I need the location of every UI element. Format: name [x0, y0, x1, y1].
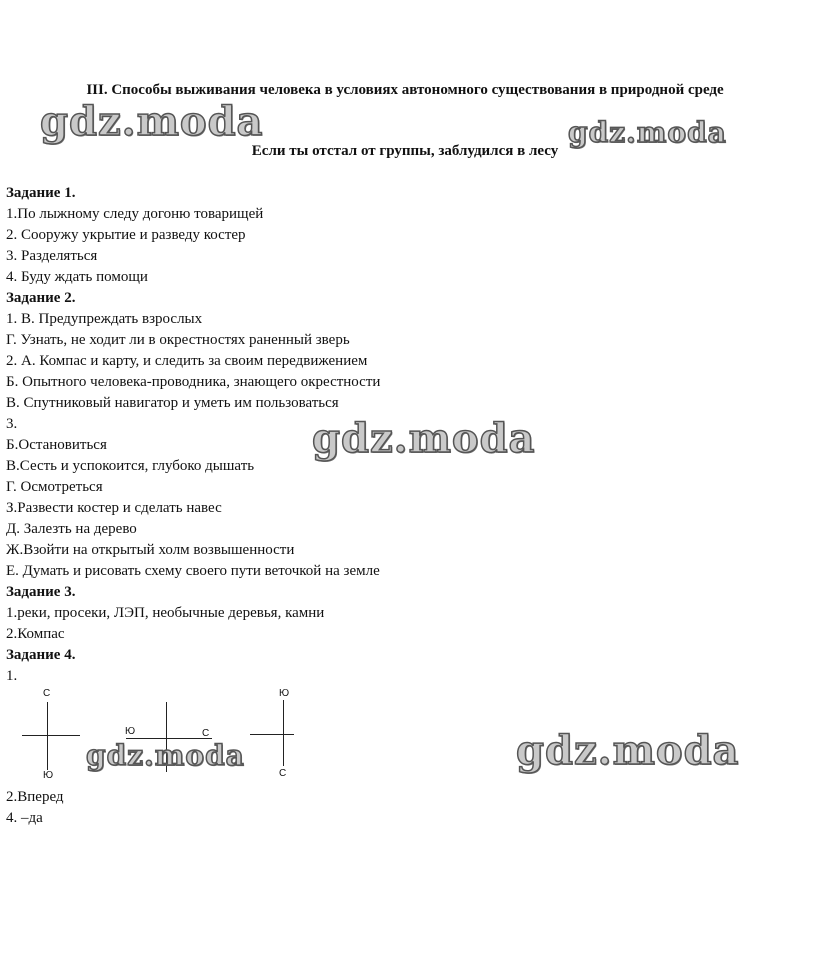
compass-diagram-3	[250, 688, 310, 783]
answer-line: 2. Сооружу укрытие и разведу костер	[6, 227, 246, 243]
answer-line: 1.По лыжному следу догоню товарищей	[6, 206, 264, 222]
compass-label-bottom: Ю	[43, 770, 54, 781]
compass-horizontal-line	[22, 735, 80, 736]
compass-label-top: С	[43, 688, 51, 699]
answer-line-forward: 2.Вперед	[6, 789, 64, 805]
answer-line: 1.	[6, 668, 18, 684]
answer-line: Г. Осмотреться	[6, 479, 103, 495]
watermark-logo: gdz.moda	[516, 727, 740, 774]
answer-line: 2.Компас	[6, 626, 65, 642]
compass-label-top: Ю	[279, 688, 290, 699]
answer-line: Б.Остановиться	[6, 437, 107, 453]
answer-line: 1.реки, просеки, ЛЭП, необычные деревья, камни	[6, 605, 325, 621]
task-heading: Задание 4.	[6, 647, 76, 663]
answer-line: Б. Опытного человека-проводника, знающего окрестности	[6, 374, 381, 390]
answer-line-yes: 4. –да	[6, 810, 43, 826]
page-title: III. Способы выживания человека в условиях автономного существования в природной среде	[86, 82, 724, 98]
compass-vertical-line	[283, 700, 284, 766]
watermark-logo: gdz.moda	[312, 415, 536, 462]
answer-line: 1. В. Предупреждать взрослых	[6, 311, 203, 327]
task-heading: Задание 3.	[6, 584, 76, 600]
compass-diagram-1	[22, 690, 82, 785]
answer-line: Е. Думать и рисовать схему своего пути веточкой на земле	[6, 563, 380, 579]
answer-line: З.Развести костер и сделать навес	[6, 500, 222, 516]
page-subtitle: Если ты отстал от группы, заблудился в лесу	[251, 143, 559, 159]
task-heading: Задание 1.	[6, 185, 76, 201]
compass-label-right: С	[202, 728, 210, 739]
answer-line: В. Спутниковый навигатор и уметь им пользоваться	[6, 395, 339, 411]
answer-line: Г. Узнать, не ходит ли в окрестностях раненный зверь	[6, 332, 350, 348]
watermark-logo: gdz.moda	[568, 116, 727, 149]
compass-vertical-line	[47, 702, 48, 770]
answer-line: Ж.Взойти на открытый холм возвышенности	[6, 542, 295, 558]
task-heading: Задание 2.	[6, 290, 76, 306]
watermark-logo: gdz.moda	[86, 739, 245, 772]
compass-label-bottom: С	[279, 768, 287, 779]
watermark-logo: gdz.moda	[40, 98, 264, 145]
compass-label-left: Ю	[125, 726, 136, 737]
answer-line: Д. Залезть на дерево	[6, 521, 137, 537]
answer-line: В.Сесть и успокоится, глубоко дышать	[6, 458, 255, 474]
answer-line: 3. Разделяться	[6, 248, 98, 264]
answer-line: 2. А. Компас и карту, и следить за своим передвижением	[6, 353, 368, 369]
answer-line: 4. Буду ждать помощи	[6, 269, 148, 285]
answer-line: 3.	[6, 416, 18, 432]
compass-horizontal-line	[250, 734, 294, 735]
